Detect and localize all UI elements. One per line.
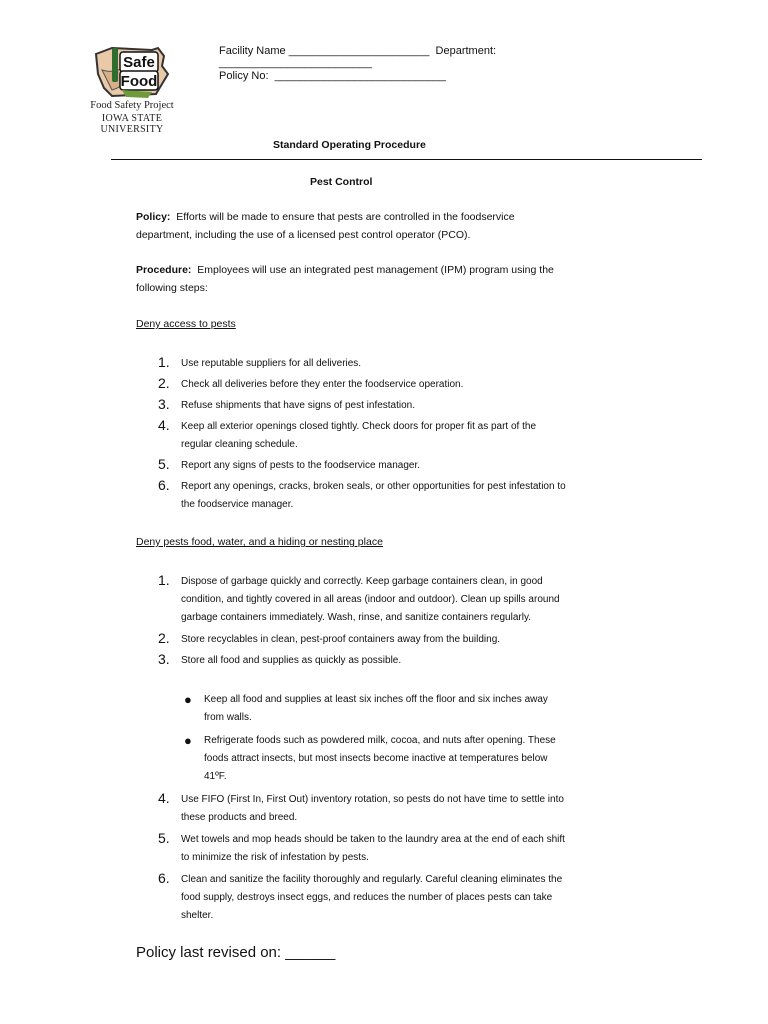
list-number: 6. <box>158 477 170 493</box>
list-number: 1. <box>158 572 170 588</box>
section-heading-deny-food: Deny pests food, water, and a hiding or nesting place <box>136 536 383 548</box>
list-text: Store all food and supplies as quickly as possible. <box>181 655 402 666</box>
list-item <box>136 871 566 925</box>
list-item <box>136 573 566 627</box>
list-text: Use FIFO (First In, First Out) inventory rotation, so pests do not have time to settle into these products and breed. <box>181 794 564 823</box>
bullet-item <box>180 691 564 727</box>
logo-project-name: Food Safety Project <box>90 100 174 111</box>
list-item <box>136 397 566 415</box>
logo-mark-safe: Safe <box>123 54 155 71</box>
list-number: 6. <box>158 870 170 886</box>
logo-university-name: IOWA STATE UNIVERSITY <box>100 113 164 135</box>
safe-food-logo <box>76 42 188 135</box>
list-text: Wet towels and mop heads should be taken to the laundry area at the end of each shift to minimize the risk of infestation by pests. <box>181 834 565 863</box>
bullet-dot-icon: ● <box>184 733 192 748</box>
facility-label: Facility Name <box>219 45 286 57</box>
bullet-item <box>180 732 564 786</box>
bullet-text: Refrigerate foods such as powdered milk, cocoa, and nuts after opening. These foods attract insects, but most insects become inactive at temperatures below 41ºF. <box>204 735 556 782</box>
department-label: Department: <box>435 45 497 57</box>
policy-label: Policy: <box>136 211 171 223</box>
policy-no-blank: ____________________________ <box>274 70 446 82</box>
policy-revised-line <box>136 944 335 961</box>
section-heading-deny-access: Deny access to pests <box>136 318 236 330</box>
list-item <box>136 631 566 649</box>
facility-blank: _______________________ <box>288 45 430 57</box>
list-number: 2. <box>158 630 170 646</box>
storage-bullet-list <box>180 691 564 786</box>
list-text: Check all deliveries before they enter the foodservice operation. <box>181 379 464 390</box>
iowa-map-logo-icon <box>92 44 172 100</box>
deny-food-list-part1 <box>136 573 566 670</box>
revised-blank: ______ <box>285 944 336 961</box>
list-number: 3. <box>158 651 170 667</box>
procedure-label: Procedure: <box>136 264 192 276</box>
list-item <box>136 376 566 394</box>
bullet-dot-icon: ● <box>184 692 192 707</box>
list-text: Refuse shipments that have signs of pest infestation. <box>181 400 416 411</box>
list-item <box>136 652 566 670</box>
list-item <box>136 831 566 867</box>
list-text: Dispose of garbage quickly and correctly. Keep garbage containers clean, in good condition, and tightly covered in all areas (indoor and outdoor). Clean up spills around garbage containers immediately. Wash, rinse, and sanitize containers regularly. <box>181 576 560 623</box>
logo-mark-food: Food <box>120 73 158 90</box>
policy-no-label: Policy No: <box>219 70 269 82</box>
policy-paragraph <box>136 208 566 244</box>
procedure-text: Employees will use an integrated pest management (IPM) program using the following steps: <box>136 264 554 294</box>
bullet-text: Keep all food and supplies at least six inches off the floor and six inches away from walls. <box>204 694 548 723</box>
list-item <box>136 355 566 373</box>
list-number: 4. <box>158 417 170 433</box>
list-item <box>136 791 566 827</box>
revised-label: Policy last revised on: <box>136 944 282 961</box>
list-text: Clean and sanitize the facility thoroughly and regularly. Careful cleaning eliminates the food supply, destroys insect eggs, and reduces the number of places pests can take shelter. <box>181 874 563 921</box>
list-text: Store recyclables in clean, pest-proof containers away from the building. <box>181 634 501 645</box>
list-text: Keep all exterior openings closed tightly. Check doors for proper fit as part of the regular cleaning schedule. <box>181 421 537 450</box>
document-title: Standard Operating Procedure <box>273 139 426 151</box>
list-text: Report any openings, cracks, broken seals, or other opportunities for pest infestation to the foodservice manager. <box>181 481 566 510</box>
document-subtitle: Pest Control <box>310 176 373 188</box>
list-item <box>136 478 566 514</box>
list-number: 2. <box>158 375 170 391</box>
list-number: 5. <box>158 830 170 846</box>
list-text: Use reputable suppliers for all deliveries. <box>181 358 362 369</box>
list-number: 3. <box>158 396 170 412</box>
department-blank: _________________________ <box>219 57 372 69</box>
title-divider <box>111 159 702 160</box>
list-number: 4. <box>158 790 170 806</box>
list-number: 5. <box>158 456 170 472</box>
list-item <box>136 418 566 454</box>
policy-no-field <box>219 70 446 82</box>
procedure-paragraph <box>136 261 566 297</box>
deny-access-list <box>136 355 566 514</box>
list-item <box>136 457 566 475</box>
policy-text: Efforts will be made to ensure that pests are controlled in the foodservice department, including the use of a licensed pest control operator (PCO). <box>136 211 515 241</box>
deny-food-list-part2 <box>136 791 566 925</box>
list-number: 1. <box>158 354 170 370</box>
facility-name-field <box>219 45 496 57</box>
list-text: Report any signs of pests to the foodservice manager. <box>181 460 421 471</box>
